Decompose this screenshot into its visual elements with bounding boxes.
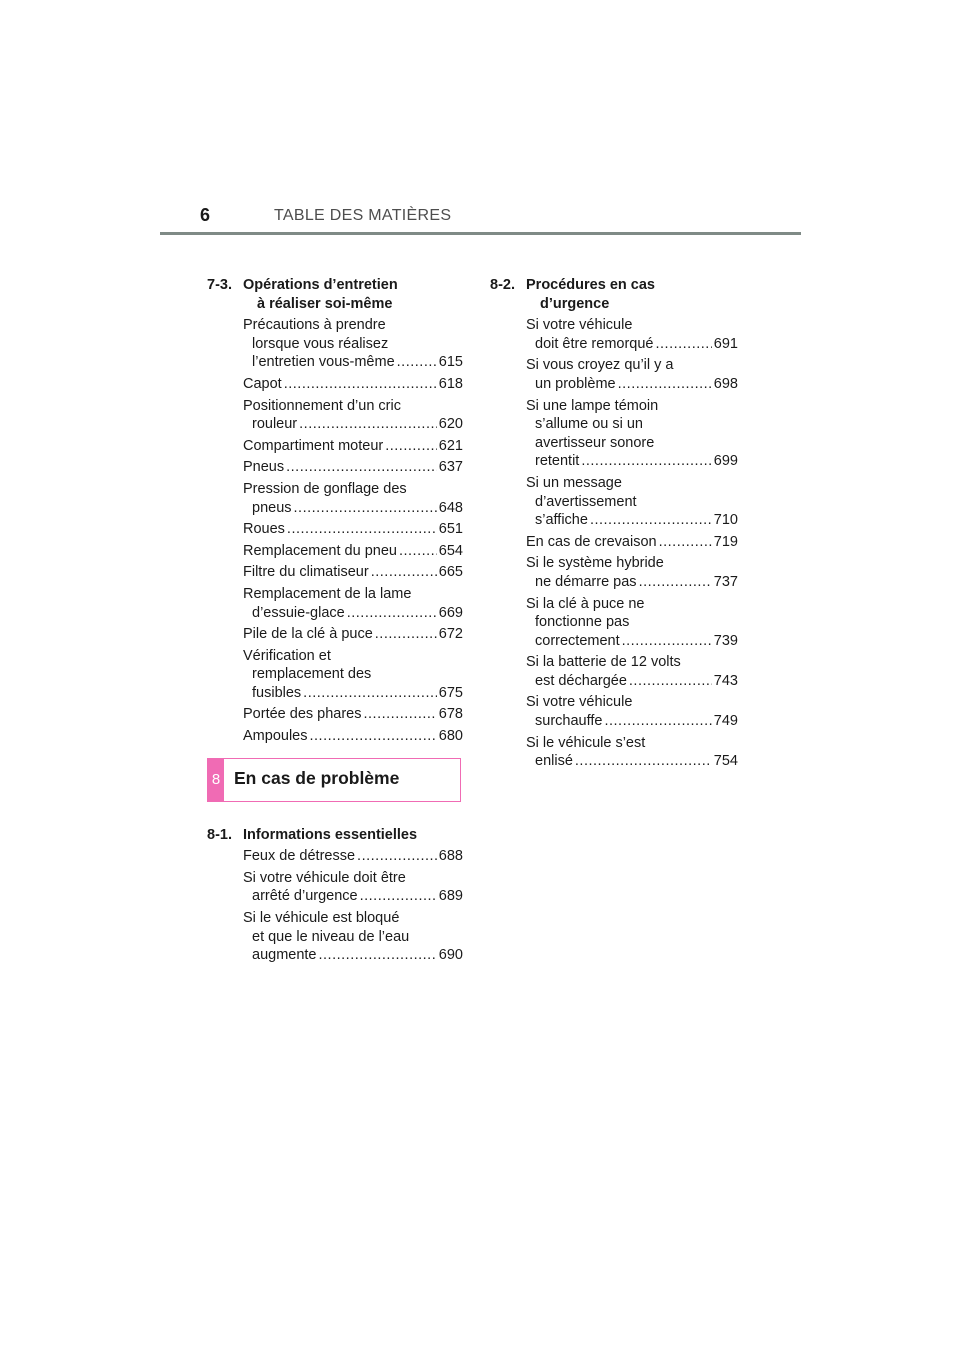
toc-page-number: 675 (438, 684, 463, 701)
dot-leader (399, 542, 437, 561)
toc-entry[interactable] (526, 316, 738, 353)
dot-leader (590, 511, 712, 530)
dot-leader (655, 335, 711, 354)
dot-leader (581, 452, 711, 471)
toc-entry-line (526, 356, 738, 375)
toc-entry-line (243, 335, 463, 354)
page-header (160, 205, 800, 235)
toc-entry-text: Si le véhicule est bloqué (243, 910, 400, 927)
toc-entry-text: correctement (535, 632, 620, 649)
toc-right-column (490, 276, 738, 774)
toc-page-number: 621 (438, 437, 463, 454)
toc-entry-text: s’allume ou si un (535, 416, 643, 433)
toc-entry-text: Feux de détresse (243, 848, 356, 865)
chapter-number-tab: 8 (208, 759, 224, 801)
toc-page-number: 719 (713, 533, 738, 550)
toc-entry-line (526, 653, 738, 672)
toc-entry-text: pneus (252, 499, 292, 516)
toc-entry-text: Si une lampe témoin (526, 397, 659, 414)
section-title (243, 826, 463, 845)
toc-section (207, 276, 463, 746)
toc-page-number: 743 (713, 672, 738, 689)
toc-entry-line (526, 452, 738, 471)
toc-entry-text: enlisé (535, 753, 573, 770)
toc-page-number: 689 (438, 888, 463, 905)
toc-entry-text: arrêté d’urgence (252, 888, 358, 905)
chapter-title: En cas de problème (234, 767, 400, 788)
dot-leader (604, 712, 711, 731)
toc-entry-text: fonctionne pas (535, 614, 630, 631)
toc-page-number: 688 (438, 848, 463, 865)
section-title-line: à réaliser soi-même (257, 295, 393, 312)
dot-leader (618, 375, 712, 394)
toc-entry-text: Si vous croyez qu’il y a (526, 357, 674, 374)
toc-entry-text: ne démarre pas (535, 573, 637, 590)
toc-entry[interactable] (526, 356, 738, 393)
toc-entry[interactable] (243, 480, 463, 517)
header-divider (160, 232, 801, 235)
dot-leader (309, 727, 436, 746)
toc-entry-line (243, 437, 463, 456)
toc-entry-text: Filtre du climatiseur (243, 564, 369, 581)
toc-page-number: 620 (438, 416, 463, 433)
toc-entry-line (526, 595, 738, 614)
toc-entry-text: Si votre véhicule (526, 694, 633, 711)
toc-entry[interactable] (526, 533, 738, 552)
toc-entry-text: Si votre véhicule doit être (243, 869, 406, 886)
chapter-heading-box[interactable] (207, 758, 461, 802)
toc-entry-text: d’essuie-glace (252, 604, 345, 621)
toc-entry-line (526, 672, 738, 691)
toc-entry-line (243, 647, 463, 666)
toc-entry-line (526, 375, 738, 394)
page-number: 6 (200, 205, 211, 225)
toc-entry-line (526, 415, 738, 434)
toc-entry-line (243, 946, 463, 965)
toc-entry-line (243, 887, 463, 906)
toc-entry-line (243, 316, 463, 335)
toc-entry-line (243, 499, 463, 518)
toc-entry-line (526, 397, 738, 416)
dot-leader (347, 604, 437, 623)
toc-entry[interactable] (243, 458, 463, 477)
toc-page-number: 698 (713, 375, 738, 392)
toc-entry-line (243, 542, 463, 561)
toc-entry[interactable] (526, 653, 738, 690)
toc-page-number: 648 (438, 499, 463, 516)
toc-entry-text: un problème (535, 375, 616, 392)
toc-page-number: 739 (713, 632, 738, 649)
toc-entry-text: s’affiche (535, 512, 588, 529)
toc-entry[interactable] (243, 647, 463, 703)
toc-entry-line (243, 909, 463, 928)
section-title (526, 276, 738, 313)
toc-entry-line (526, 533, 738, 552)
dot-leader (385, 437, 437, 456)
toc-entry-text: et que le niveau de l’eau (252, 928, 410, 945)
toc-entry-text: Remplacement du pneu (243, 542, 397, 559)
toc-entry-line (243, 705, 463, 724)
toc-page-number: 618 (438, 375, 463, 392)
toc-page-number: 615 (438, 354, 463, 371)
toc-entry[interactable] (243, 909, 463, 965)
toc-entry-text: l’entretien vous-même (252, 354, 395, 371)
toc-entry-text: Pneus (243, 459, 285, 476)
toc-entry-line (243, 869, 463, 888)
toc-entry-text: Si la batterie de 12 volts (526, 654, 681, 671)
toc-entry[interactable] (526, 554, 738, 591)
toc-entry-line (526, 434, 738, 453)
toc-entry-text: Si votre véhicule (526, 317, 633, 334)
toc-entry[interactable] (243, 316, 463, 372)
toc-entry-line (243, 847, 463, 866)
toc-page-number: 710 (713, 512, 738, 529)
toc-entry-text: est déchargée (535, 672, 627, 689)
toc-entry-text: augmente (252, 947, 317, 964)
toc-page-number: 672 (438, 626, 463, 643)
toc-page-number: 737 (713, 573, 738, 590)
toc-entry-text: Si le véhicule s’est (526, 734, 646, 751)
toc-entry-line (526, 335, 738, 354)
toc-entry[interactable] (243, 397, 463, 434)
toc-entry-text: retentit (535, 453, 580, 470)
section-number: 8-1. (207, 826, 232, 843)
dot-leader (319, 946, 437, 965)
section-title-line: Opérations d’entretien (243, 277, 398, 293)
toc-entry[interactable] (526, 595, 738, 651)
toc-entry-line (526, 734, 738, 753)
dot-leader (659, 533, 712, 552)
section-heading (207, 826, 463, 845)
section-title-line: Informations essentielles (243, 826, 418, 843)
toc-entry[interactable] (243, 375, 463, 394)
toc-entry[interactable] (243, 563, 463, 582)
toc-entry-line (243, 520, 463, 539)
toc-entry-line (526, 316, 738, 335)
toc-entry[interactable] (243, 727, 463, 746)
toc-entry-line (243, 375, 463, 394)
toc-page-number: 665 (438, 564, 463, 581)
dot-leader (286, 458, 437, 477)
header-title: TABLE DES MATIÈRES (274, 207, 452, 224)
section-number: 7-3. (207, 277, 232, 293)
toc-entry-line (526, 613, 738, 632)
toc-entry-line (243, 397, 463, 416)
toc-page-number: 691 (713, 335, 738, 352)
toc-entry-line (243, 458, 463, 477)
dot-leader (397, 353, 437, 372)
toc-entry[interactable] (243, 520, 463, 539)
dot-leader (360, 887, 437, 906)
toc-entry-line (243, 604, 463, 623)
dot-leader (303, 684, 437, 703)
toc-page-number: 637 (438, 459, 463, 476)
dot-leader (357, 847, 437, 866)
toc-entry[interactable] (526, 693, 738, 730)
toc-entry-line (243, 625, 463, 644)
toc-left-column (207, 276, 463, 968)
toc-entry[interactable] (243, 869, 463, 906)
toc-entry-text: fusibles (252, 684, 302, 701)
toc-entry[interactable] (526, 734, 738, 771)
dot-leader (575, 752, 712, 771)
toc-entry-line (243, 928, 463, 947)
dot-leader (629, 672, 712, 691)
dot-leader (287, 520, 437, 539)
toc-entry-text: remplacement des (252, 666, 372, 683)
dot-leader (294, 499, 437, 518)
toc-entry-line (243, 665, 463, 684)
toc-entry-text: lorsque vous réalisez (252, 335, 389, 352)
toc-entry-text: Si le système hybride (526, 555, 664, 572)
section-number: 8-2. (490, 277, 515, 293)
toc-entry-text: doit être remorqué (535, 335, 654, 352)
section-heading (207, 276, 463, 313)
toc-entry-text: Remplacement de la lame (243, 585, 412, 602)
toc-page-number: 654 (438, 542, 463, 559)
toc-entry-text: Ampoules (243, 728, 308, 745)
toc-entry-text: Portée des phares (243, 706, 362, 723)
toc-entry-text: En cas de crevaison (526, 533, 657, 550)
toc-page-number: 754 (713, 753, 738, 770)
toc-entry-text: Pression de gonflage des (243, 480, 407, 497)
toc-section (207, 826, 463, 965)
toc-entry-line (243, 585, 463, 604)
dot-leader (364, 705, 437, 724)
dot-leader (299, 415, 437, 434)
toc-entry-line (526, 752, 738, 771)
toc-entry[interactable] (243, 705, 463, 724)
section-heading (490, 276, 738, 313)
toc-page-number: 699 (713, 453, 738, 470)
dot-leader (375, 625, 437, 644)
toc-entry-line (243, 727, 463, 746)
toc-entry-text: d’avertissement (535, 493, 637, 510)
toc-entry-line (526, 554, 738, 573)
toc-page-number: 690 (438, 947, 463, 964)
section-title-line: Procédures en cas (526, 277, 655, 293)
toc-entry-line (243, 415, 463, 434)
toc-entry-text: Capot (243, 375, 282, 392)
toc-entry-text: rouleur (252, 416, 298, 433)
toc-page-number: 669 (438, 604, 463, 621)
toc-entry-text: Pile de la clé à puce (243, 626, 373, 643)
toc-entry[interactable] (243, 625, 463, 644)
dot-leader (371, 563, 437, 582)
toc-entry-text: Vérification et (243, 647, 331, 664)
dot-leader (639, 573, 712, 592)
toc-entry-text: Si la clé à puce ne (526, 595, 645, 612)
toc-entry-line (243, 684, 463, 703)
toc-page-number: 678 (438, 706, 463, 723)
toc-entry-line (526, 712, 738, 731)
toc-entry-text: avertisseur sonore (535, 434, 655, 451)
toc-entry-text: Compartiment moteur (243, 437, 384, 454)
section-title (243, 276, 463, 313)
toc-entry-line (243, 353, 463, 372)
toc-entry-text: Positionnement d’un cric (243, 397, 401, 414)
toc-entry-line (526, 693, 738, 712)
toc-page-number: 749 (713, 713, 738, 730)
toc-page-number: 680 (438, 728, 463, 745)
toc-entry-line (526, 493, 738, 512)
toc-section (490, 276, 738, 771)
toc-entry[interactable] (526, 474, 738, 530)
section-title-line: d’urgence (540, 295, 610, 312)
toc-entry-line (243, 563, 463, 582)
toc-entry-line (526, 573, 738, 592)
toc-page-number: 651 (438, 521, 463, 538)
toc-entry-line (243, 480, 463, 499)
dot-leader (284, 375, 437, 394)
toc-entry-line (526, 474, 738, 493)
dot-leader (622, 632, 712, 651)
toc-entry-text: Si un message (526, 474, 622, 491)
toc-entry-text: Précautions à prendre (243, 317, 386, 334)
toc-entry-text: surchauffe (535, 713, 603, 730)
toc-entry-line (526, 632, 738, 651)
toc-entry-line (526, 511, 738, 530)
toc-entry[interactable] (526, 397, 738, 471)
toc-entry[interactable] (243, 437, 463, 456)
toc-entry[interactable] (243, 847, 463, 866)
toc-entry[interactable] (243, 585, 463, 622)
toc-entry-text: Roues (243, 521, 285, 538)
toc-entry[interactable] (243, 542, 463, 561)
